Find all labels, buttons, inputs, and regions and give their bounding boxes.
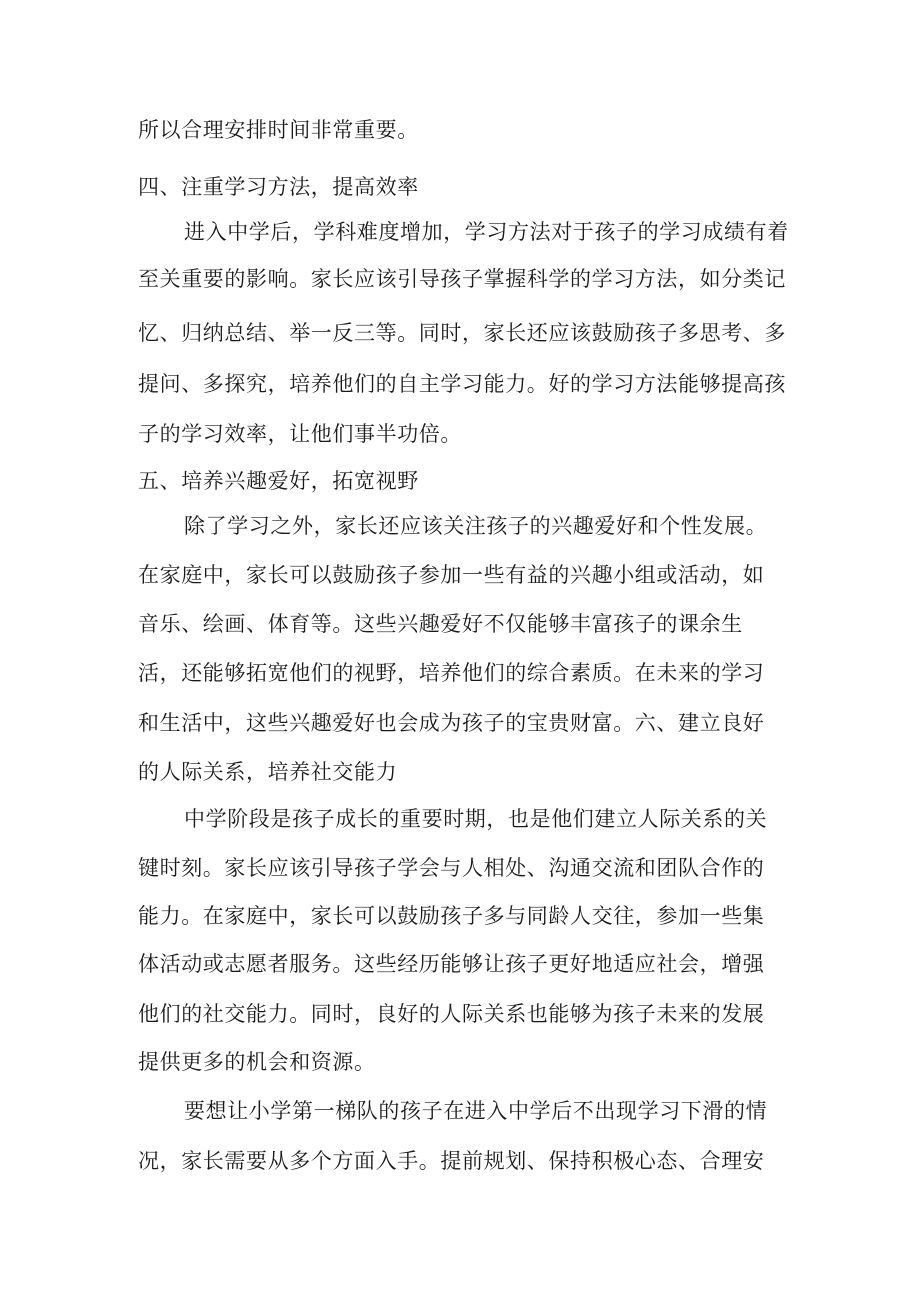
- paragraph-line: 在家庭中，家长可以鼓励孩子参加一些有益的兴趣小组或活动，如: [138, 563, 765, 587]
- paragraph-line: 所以合理安排时间非常重要。: [138, 118, 419, 142]
- paragraph-line: 和生活中，这些兴趣爱好也会成为孩子的宝贵财富。六、建立良好: [138, 711, 765, 735]
- paragraph-line: 进入中学后，学科难度增加，学习方法对于孩子的学习成绩有着: [184, 220, 789, 244]
- paragraph-line: 体活动或志愿者服务。这些经历能够让孩子更好地适应社会，增强: [138, 952, 765, 976]
- paragraph-line: 况，家长需要从多个方面入手。提前规划、保持积极心态、合理安: [138, 1149, 765, 1173]
- paragraph-line: 忆、归纳总结、举一反三等。同时，家长还应该鼓励孩子多思考、多: [138, 321, 786, 345]
- paragraph-line: 至关重要的影响。家长应该引导孩子掌握科学的学习方法，如分类记: [138, 267, 786, 291]
- paragraph-line: 他们的社交能力。同时，良好的人际关系也能够为孩子未来的发展: [138, 1002, 765, 1026]
- section-heading: 五、培养兴趣爱好，拓宽视野: [138, 469, 419, 493]
- paragraph-line: 能力。在家庭中，家长可以鼓励孩子多与同龄人交往，参加一些集: [138, 904, 765, 928]
- paragraph-line: 的人际关系，培养社交能力: [138, 760, 398, 784]
- paragraph-line: 音乐、绘画、体育等。这些兴趣爱好不仅能够丰富孩子的课余生: [138, 612, 743, 636]
- paragraph-line: 子的学习效率，让他们事半功倍。: [138, 422, 462, 446]
- paragraph-line: 提问、多探究，培养他们的自主学习能力。好的学习方法能够提高孩: [138, 372, 786, 396]
- section-heading: 四、注重学习方法，提高效率: [138, 175, 419, 199]
- paragraph-line: 除了学习之外，家长还应该关注孩子的兴趣爱好和个性发展。: [184, 514, 768, 538]
- paragraph-line: 要想让小学第一梯队的孩子在进入中学后不出现学习下滑的情: [184, 1099, 768, 1123]
- paragraph-line: 提供更多的机会和资源。: [138, 1050, 376, 1074]
- paragraph-line: 键时刻。家长应该引导孩子学会与人相处、沟通交流和团队合作的: [138, 856, 765, 880]
- paragraph-line: 中学阶段是孩子成长的重要时期，也是他们建立人际关系的关: [184, 807, 768, 831]
- paragraph-line: 活，还能够拓宽他们的视野，培养他们的综合素质。在未来的学习: [138, 661, 765, 685]
